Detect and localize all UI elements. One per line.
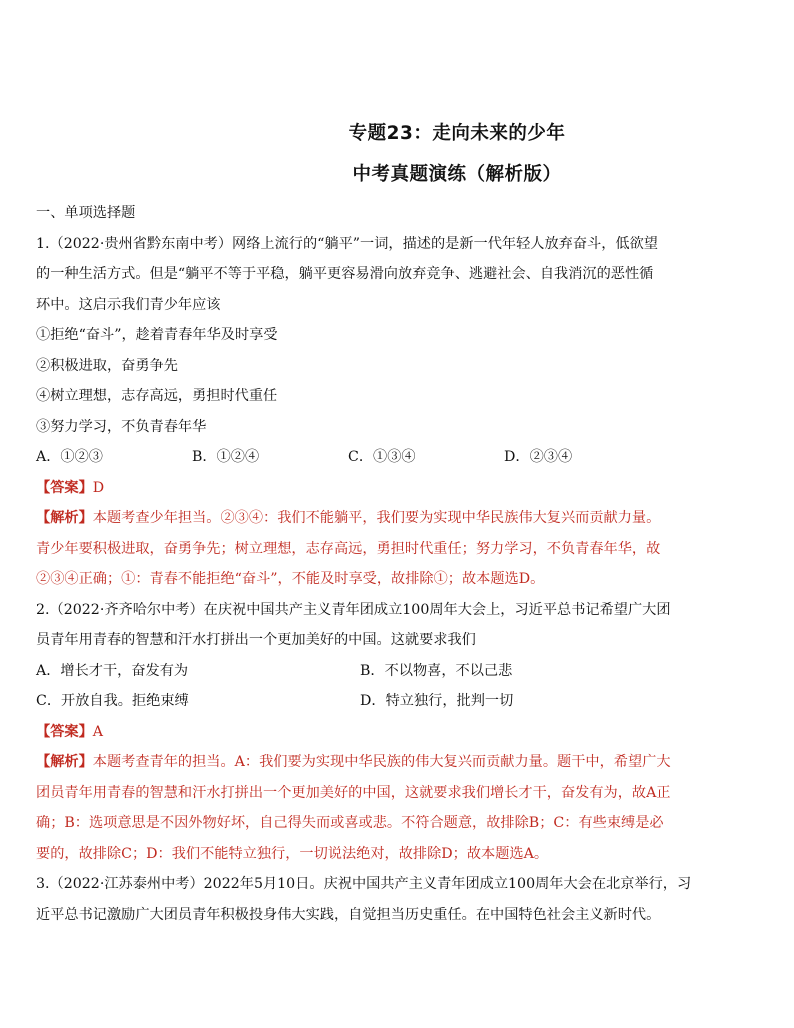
analysis-text: 本题考查青年的担当。A：我们要为实现中华民族的伟大复兴而贡献力量。题干中，希望广大	[92, 754, 671, 770]
statement-item: ②积极进取，奋勇争先	[36, 357, 178, 374]
option-d: D．②③④	[504, 449, 573, 465]
analysis-line	[36, 503, 764, 534]
analysis-line: 要的，故排除C；D：我们不能特立独行，一切说法绝对，故排除D；故本题选A。	[36, 845, 549, 862]
analysis-line: 青少年要积极进取，奋勇争先；树立理想，志存高远，勇担时代重任；努力学习，不负青春年华，故	[36, 540, 661, 557]
question-1	[36, 229, 764, 595]
statement-item: ④树立理想，志存高远，勇担时代重任	[36, 388, 278, 404]
option-c: C．开放自我。拒绝束缚	[36, 693, 189, 709]
options-row	[36, 656, 764, 687]
analysis-line: 团员青年用青春的智慧和汗水打拼出一个更加美好的中国，这就要求我们增长才干，奋发有为，故A正	[36, 784, 671, 801]
question-text-line: 的一种生活方式。但是“躺平不等于平稳，躺平更容易滑向放弃竞争、逃避社会、自我消沉的恶性循	[36, 266, 654, 282]
analysis-text: 本题考查少年担当。②③④：我们不能躺平，我们要为实现中华民族伟大复兴而贡献力量。	[92, 510, 661, 526]
question-text-line: 1.（2022·贵州省黔东南中考）网络上流行的“躺平”一词，描述的是新一代年轻人放弃奋斗，低欲望	[36, 235, 658, 252]
question-text-line: 近平总书记激励广大团员青年积极投身伟大实践，自觉担当历史重任。在中国特色社会主义新时代。	[36, 906, 661, 923]
analysis-label: 【解析】	[36, 510, 93, 526]
statement-item: ③努力学习，不负青春年华	[36, 418, 207, 435]
option-c: C．①③④	[348, 449, 416, 465]
question-2	[36, 595, 764, 870]
document-body	[36, 198, 764, 930]
answer-value: D	[92, 479, 105, 496]
page-subtitle: 中考真题演练（解析版）	[352, 164, 562, 185]
analysis-label: 【解析】	[36, 754, 93, 770]
answer-value: A	[92, 723, 104, 740]
question-text-line: 环中。这启示我们青少年应该	[36, 296, 221, 313]
page-title: 专题23：走向未来的少年	[348, 123, 566, 144]
statement-item: ①拒绝“奋斗”，趁着青春年华及时享受	[36, 327, 278, 343]
question-text-line: 2.（2022·齐齐哈尔中考）在庆祝中国共产主义青年团成立100周年大会上，习近平总书记希望广大团	[36, 601, 671, 618]
question-text-line: 员青年用青春的智慧和汗水打拼出一个更加美好的中国。这就要求我们	[36, 632, 476, 648]
section-heading: 一、单项选择题	[36, 205, 136, 221]
option-a: A．增长才干，奋发有为	[36, 662, 189, 679]
analysis-line: ②③④正确；①：青春不能拒绝“奋斗”，不能及时享受，故排除①；故本题选D。	[36, 571, 545, 587]
analysis-line	[36, 747, 764, 778]
answer-line	[36, 473, 764, 504]
option-a: A．①②③	[36, 449, 103, 465]
answer-label: 【答案】	[36, 479, 93, 496]
options-row	[36, 442, 764, 473]
analysis-line: 确；B：选项意思是不因外物好坏，自己得失而或喜或悲。不符合题意，故排除B；C：有些束缚是必	[36, 815, 664, 831]
question-text-line: 3.（2022·江苏泰州中考）2022年5月10日。庆祝中国共产主义青年团成立100周年大会在北京举行，习	[36, 876, 692, 892]
answer-line	[36, 717, 764, 748]
answer-label: 【答案】	[36, 723, 93, 740]
option-b: B．不以物喜，不以己悲	[360, 662, 513, 679]
option-b: B．①②④	[192, 449, 260, 465]
options-row	[36, 686, 764, 717]
option-d: D．特立独行，批判一切	[360, 693, 514, 709]
question-3	[36, 869, 764, 930]
